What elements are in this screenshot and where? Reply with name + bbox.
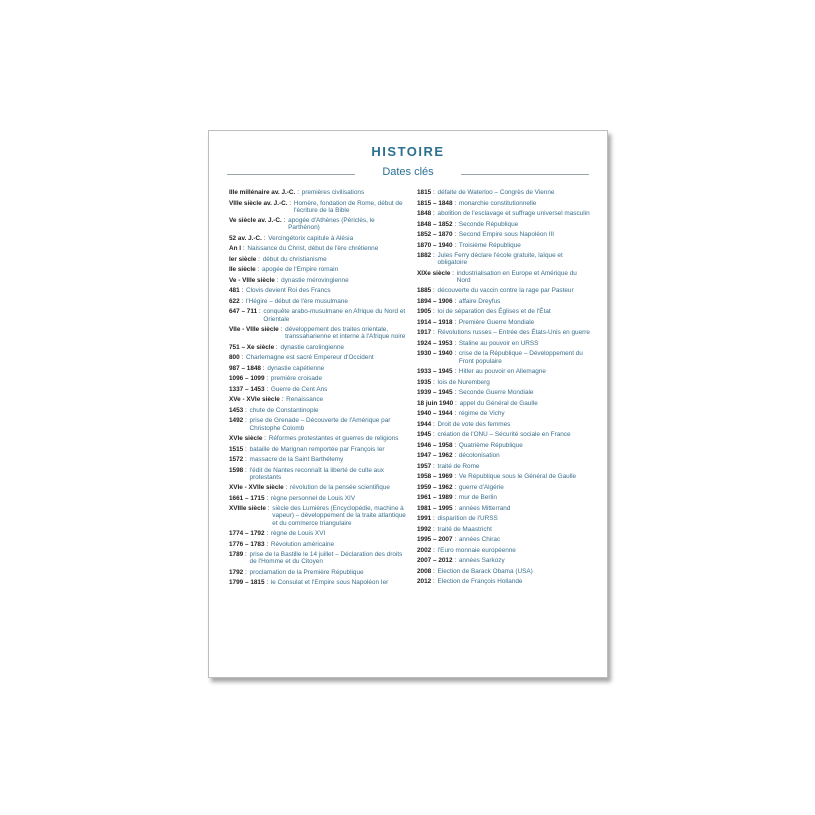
entry-separator: : (431, 567, 437, 575)
entry-date: 1946 – 1958 (417, 441, 453, 449)
entry-separator: : (255, 266, 261, 274)
entry-separator: : (431, 210, 437, 217)
entry-text: règne de Louis XVI (270, 530, 326, 538)
timeline-entry (417, 189, 592, 196)
entry-separator: : (264, 385, 270, 393)
timeline-entry (417, 442, 592, 449)
timeline-entry (229, 505, 406, 527)
entry-text: Charlemagne est sacré Empereur d'Occident (246, 354, 374, 362)
timeline-entry (417, 210, 592, 217)
entry-date: XIXe siècle (417, 269, 451, 277)
entry-text: proclamation de la Première République (249, 568, 364, 576)
entry-text: développement des traites orientale, transsaharienne et interne à l'Afrique noire (285, 326, 406, 341)
entry-date: 1870 – 1940 (417, 241, 453, 249)
entry-text: traité de Rome (437, 462, 480, 470)
timeline-entry (417, 308, 592, 315)
timeline-entry (417, 379, 592, 386)
entry-text: massacre de la Saint Barthélemy (249, 456, 344, 464)
entry-text: années Chirac (458, 536, 501, 544)
timeline-entry (229, 495, 406, 502)
entry-separator: : (452, 536, 458, 544)
entry-separator: : (452, 452, 458, 460)
entry-separator: : (243, 466, 249, 474)
entry-date: XVIe - XVIIe siècle (229, 484, 284, 492)
timeline-entry (229, 245, 406, 252)
entry-text: Droit de vote des femmes (437, 420, 511, 428)
entry-separator: : (262, 435, 268, 443)
entry-text: l'Euro monnaie européenne (437, 546, 516, 554)
entry-date: 18 juin 1940 (417, 399, 454, 407)
timeline-entry (417, 287, 592, 294)
entry-text: Révolutions russes – Entrée des États-Unis en guerre (437, 329, 590, 337)
entry-separator: : (241, 245, 247, 253)
entry-text: prise de Grenade – Découverte de l'Amérique par Christophe Colomb (249, 417, 391, 432)
entry-text: Quatrième République (458, 441, 523, 449)
entry-separator: : (243, 456, 249, 464)
entry-date: VIIe - VIIIe siècle (229, 326, 279, 334)
entry-separator: : (243, 445, 249, 453)
entry-separator: : (452, 389, 458, 397)
entry-separator: : (452, 350, 458, 358)
entry-date: XVIIIe siècle (229, 505, 266, 513)
entry-separator: : (239, 354, 245, 362)
entry-text: Second Empire sous Napoléon III (458, 231, 555, 238)
timeline-entry (417, 526, 592, 533)
entry-text: apogée d'Athènes (Périclès, le Parthénon) (288, 217, 375, 232)
timeline-entry (229, 446, 406, 453)
entry-date: 1815 – 1848 (417, 199, 453, 207)
timeline-entry (417, 400, 592, 407)
entry-text: décolonisation (458, 452, 500, 460)
entry-date: 1774 – 1792 (229, 530, 265, 538)
entry-separator: : (264, 540, 270, 548)
entry-text: siècle des Lumières (Encyclopédie, machine à vapeur) – développement de la traite atlantique et du commerce triangulaire (272, 505, 406, 527)
entry-text: affaire Dreyfus (458, 297, 501, 305)
entry-text: Election de Barack Obama (USA) (437, 567, 533, 575)
timeline-entry (229, 541, 406, 548)
entry-text: Naissance du Christ, début de l'ère chrétienne (247, 245, 379, 253)
entry-separator: : (283, 484, 290, 492)
entry-separator: : (243, 568, 249, 576)
entry-text: appel du Général de Gaulle (459, 399, 538, 407)
timeline-entry (417, 568, 592, 575)
timeline-entry (229, 266, 406, 273)
entry-date: 1981 – 1995 (417, 504, 453, 512)
entry-separator: : (264, 530, 270, 538)
entry-separator: : (274, 343, 280, 351)
timeline-entry (417, 473, 592, 480)
timeline-entry (229, 396, 406, 403)
timeline-entry (229, 579, 406, 586)
entry-text: Vercingétorix capitule à Alésia (268, 234, 354, 242)
entry-date: 800 (229, 354, 240, 362)
timeline-entry (229, 344, 406, 351)
entry-text: l'édit de Nantes reconnaît la liberté de culte aux protestants (249, 466, 384, 481)
entry-date: 622 (229, 297, 240, 305)
entry-text: l'Hégire – début de l'ère musulmane (246, 297, 348, 305)
entry-text: conquête arabo-musulmane en Afrique du Nord et Orientale (263, 308, 406, 323)
timeline-entry (417, 463, 592, 470)
entry-date: 1894 – 1906 (417, 297, 453, 305)
entry-separator: : (431, 462, 437, 470)
entry-date: 1882 (417, 252, 432, 259)
timeline-entry (417, 329, 592, 336)
entry-text: Troisième République (458, 241, 521, 249)
entry-date: IIIe millénaire av. J.-C. (229, 189, 296, 196)
entry-separator: : (431, 525, 437, 533)
entry-date: 1905 (417, 308, 432, 316)
entry-separator: : (261, 234, 268, 242)
timeline-entry (229, 217, 406, 231)
entry-date: Ve siècle av. J.-C. (229, 217, 282, 225)
entry-date: 481 (229, 287, 240, 295)
entry-date: 1598 (229, 466, 244, 474)
entry-date: 52 av. J.-C. (229, 234, 262, 242)
timeline-column-right (417, 189, 592, 589)
entry-separator: : (452, 199, 458, 207)
entry-separator: : (431, 578, 437, 586)
timeline-entry (417, 231, 592, 238)
timeline-entry (229, 365, 406, 372)
timeline-entry (229, 375, 406, 382)
entry-date: 2007 – 2012 (417, 557, 453, 565)
entry-date: 1945 (417, 431, 432, 439)
entry-text: Clovis devient Roi des Francs (246, 287, 331, 295)
entry-text: régime de Vichy (458, 410, 505, 418)
entry-text: règne personnel de Louis XIV (270, 494, 356, 502)
entry-separator: : (279, 396, 286, 404)
entry-date: 1337 – 1453 (229, 385, 265, 393)
entry-date: 1959 – 1962 (417, 483, 453, 491)
timeline-entry (417, 494, 592, 501)
entry-date: IIe siècle (229, 266, 256, 274)
entry-separator: : (452, 231, 458, 238)
timeline-entry (417, 431, 592, 438)
timeline-entry (417, 270, 592, 284)
entry-separator: : (431, 287, 437, 295)
entry-separator: : (431, 378, 437, 386)
entry-separator: : (452, 441, 458, 449)
page-subtitle: Dates clés (382, 166, 434, 178)
timeline-entry (417, 350, 592, 364)
entry-date: 1789 (229, 551, 244, 559)
entry-date: 1848 – 1852 (417, 220, 453, 228)
entry-separator: : (256, 255, 262, 263)
entry-text: création de l'ONU – Sécurité sociale en France (437, 431, 571, 439)
entry-text: bataille de Marignan remportée par François Ier (249, 445, 385, 453)
entry-text: guerre d'Algérie (458, 483, 504, 491)
timeline-entry (417, 389, 592, 396)
timeline-entry (417, 515, 592, 522)
entry-date: 1935 (417, 378, 432, 386)
entry-date: 2002 (417, 546, 432, 554)
entry-separator: : (453, 399, 459, 407)
entry-separator: : (274, 276, 281, 284)
page-title: HISTOIRE (371, 144, 445, 159)
entry-date: 1453 (229, 406, 244, 414)
entry-separator: : (264, 494, 270, 502)
entry-text: dynastie carolingienne (280, 343, 345, 351)
entry-date: 1572 (229, 456, 244, 464)
timeline-entry (417, 298, 592, 305)
entry-separator: : (452, 368, 458, 376)
entry-text: industrialisation en Europe et Amérique du Nord (456, 269, 577, 284)
entry-text: début du christianisme (262, 255, 327, 263)
entry-date: 2012 (417, 578, 432, 586)
entry-separator: : (281, 217, 288, 225)
timeline-entry (417, 410, 592, 417)
timeline-entry (229, 484, 406, 491)
entry-separator: : (452, 318, 458, 326)
entry-separator: : (450, 269, 456, 277)
entry-separator: : (264, 375, 270, 383)
entry-date: 1815 (417, 189, 432, 196)
entry-date: Ier siècle (229, 255, 257, 263)
entry-date: An I (229, 245, 242, 253)
entry-text: Staline au pouvoir en URSS (458, 339, 539, 347)
timeline-entry (229, 551, 406, 565)
timeline-entry (229, 435, 406, 442)
entry-text: dynastie mérovingienne (281, 276, 349, 284)
entry-date: 987 – 1848 (229, 364, 261, 372)
timeline-entry (229, 467, 406, 481)
entry-date: 1957 (417, 462, 432, 470)
entry-date: 1991 (417, 515, 432, 523)
entry-text: apogée de l'Empire romain (261, 266, 339, 274)
entry-text: abolition de l'esclavage et suffrage universel masculin (437, 210, 590, 217)
entry-date: 1848 (417, 210, 432, 217)
entry-date: 1914 – 1918 (417, 318, 453, 326)
entry-date: Ve - VIIIe siècle (229, 276, 275, 284)
timeline-entry (229, 569, 406, 576)
entry-separator: : (452, 504, 458, 512)
entry-separator: : (452, 339, 458, 347)
timeline-entry (229, 287, 406, 294)
entry-separator: : (452, 297, 458, 305)
entry-text: Seconde Guerre Mondiale (458, 389, 534, 397)
timeline-entry (417, 242, 592, 249)
entry-text: Guerre de Cent Ans (270, 385, 328, 393)
entry-text: révolution de la pensée scientifique (290, 484, 390, 492)
entry-date: 1515 (229, 445, 244, 453)
timeline-entry (417, 252, 592, 266)
entry-text: Seconde République (458, 220, 519, 228)
timeline-entry (229, 417, 406, 431)
entry-text: chute de Constantinople (249, 406, 319, 414)
entry-date: 2008 (417, 567, 432, 575)
entry-text: Première Guerre Mondiale (458, 318, 535, 326)
entry-date: 1958 – 1969 (417, 473, 453, 481)
entry-date: 1944 (417, 420, 432, 428)
entry-text: prise de la Bastille le 14 juillet – Déclaration des droits de l'Homme et du Citoyen (249, 551, 403, 566)
timeline-entry (229, 235, 406, 242)
timeline-entry (417, 221, 592, 228)
entry-separator: : (452, 220, 458, 228)
entry-text: première croisade (270, 375, 323, 383)
entry-separator: : (431, 431, 437, 439)
timeline-entry (417, 452, 592, 459)
entry-text: traité de Maastricht (437, 525, 492, 533)
entry-text: mur de Berlin (458, 494, 497, 502)
entry-text: années Sarkozy (458, 557, 505, 565)
timeline-entry (417, 505, 592, 512)
timeline-entry (229, 256, 406, 263)
entry-separator: : (239, 287, 245, 295)
entry-separator: : (452, 241, 458, 249)
subtitle-row (227, 166, 589, 180)
timeline-entry (229, 386, 406, 393)
timeline-column-left (229, 189, 406, 590)
entry-date: 1939 – 1945 (417, 389, 453, 397)
entry-date: 1096 – 1099 (229, 375, 265, 383)
timeline-entry (417, 557, 592, 564)
entry-text: crise de la République – Développement du Front populaire (458, 350, 583, 365)
entry-date: 1661 – 1715 (229, 494, 265, 502)
entry-date: 1492 (229, 417, 244, 425)
entry-text: Réformes protestantes et guerres de religions (268, 435, 399, 443)
entry-separator: : (278, 326, 285, 334)
entry-date: 1924 – 1953 (417, 339, 453, 347)
timeline-entry (417, 536, 592, 543)
entry-separator: : (431, 329, 437, 337)
entry-separator: : (243, 417, 249, 425)
entry-date: 1947 – 1962 (417, 452, 453, 460)
timeline-entry (229, 200, 406, 214)
entry-separator: : (431, 252, 437, 259)
entry-separator: : (452, 483, 458, 491)
entry-date: 1776 – 1783 (229, 540, 265, 548)
entry-date: 1917 (417, 329, 432, 337)
entry-date: 1961 – 1989 (417, 494, 453, 502)
entry-date: VIIIe siècle av. J.-C. (229, 199, 288, 207)
entry-date: 1852 – 1870 (417, 231, 453, 238)
entry-separator: : (257, 308, 263, 316)
entry-separator: : (452, 557, 458, 565)
entry-separator: : (431, 546, 437, 554)
timeline-entry (229, 277, 406, 284)
timeline-entry (417, 340, 592, 347)
entry-date: XVIe siècle (229, 435, 263, 443)
timeline-entry (417, 578, 592, 585)
timeline-entry (417, 200, 592, 207)
entry-separator: : (287, 199, 293, 207)
timeline-entry (229, 456, 406, 463)
timeline-entry (417, 421, 592, 428)
entry-text: défaite de Waterloo – Congrès de Vienne (437, 189, 555, 196)
entry-date: 1930 – 1940 (417, 350, 453, 358)
entry-text: monarchie constitutionnelle (458, 199, 537, 207)
entry-date: 647 – 711 (229, 308, 258, 316)
entry-date: 1885 (417, 287, 432, 295)
entry-separator: : (431, 515, 437, 523)
entry-date: 1933 – 1945 (417, 368, 453, 376)
timeline-entry (417, 484, 592, 491)
entry-text: Hitler au pouvoir en Allemagne (458, 368, 546, 376)
entry-text: le Consulat et l'Empire sous Napoléon Ier (270, 579, 389, 587)
timeline-entry (229, 298, 406, 305)
timeline-entry (229, 407, 406, 414)
entry-text: premières civilisations (301, 189, 365, 196)
entry-separator: : (261, 364, 267, 372)
entry-separator: : (452, 494, 458, 502)
entry-separator: : (452, 410, 458, 418)
timeline-entry (229, 308, 406, 322)
entry-text: Election de François Hollande (437, 578, 523, 586)
entry-separator: : (452, 473, 458, 481)
entry-date: 1995 – 2007 (417, 536, 453, 544)
timeline-entry (229, 530, 406, 537)
entry-text: disparition de l'URSS (437, 515, 498, 523)
entry-date: 1940 – 1944 (417, 410, 453, 418)
entry-text: Ve République sous le Général de Gaulle (458, 473, 577, 481)
entry-text: dynastie capétienne (267, 364, 325, 372)
entry-text: découverte du vaccin contre la rage par Pasteur (437, 287, 574, 295)
entry-separator: : (265, 505, 272, 513)
entry-separator: : (264, 579, 270, 587)
history-card (208, 130, 608, 678)
divider-right (461, 174, 589, 175)
entry-text: Homère, fondation de Rome, début de l'écriture de la Bible (293, 199, 403, 214)
entry-date: 1992 (417, 525, 432, 533)
entry-text: Jules Ferry déclare l'école gratuite, laïque et obligatoire (437, 252, 563, 267)
entry-separator: : (243, 551, 249, 559)
timeline-entry (417, 319, 592, 326)
timeline-entry (417, 547, 592, 554)
entry-text: lois de Nuremberg (437, 378, 490, 386)
entry-text: Renaissance (286, 396, 324, 404)
entry-text: Révolution américaine (270, 540, 335, 548)
entry-date: 1799 – 1815 (229, 579, 265, 587)
timeline-entry (417, 368, 592, 375)
timeline-entry (229, 354, 406, 361)
entry-separator: : (431, 189, 437, 196)
entry-separator: : (431, 308, 437, 316)
entry-text: années Mitterrand (458, 504, 511, 512)
timeline-entry (229, 326, 406, 340)
entry-separator: : (295, 189, 301, 196)
timeline-entry (229, 189, 406, 196)
entry-text: loi de séparation des Églises et de l'État (437, 308, 551, 316)
entry-separator: : (431, 420, 437, 428)
entry-date: XVe - XVIe siècle (229, 396, 280, 404)
entry-date: 1792 (229, 568, 244, 576)
entry-date: 751 – Xe siècle (229, 343, 275, 351)
entry-separator: : (243, 406, 249, 414)
entry-separator: : (239, 297, 245, 305)
